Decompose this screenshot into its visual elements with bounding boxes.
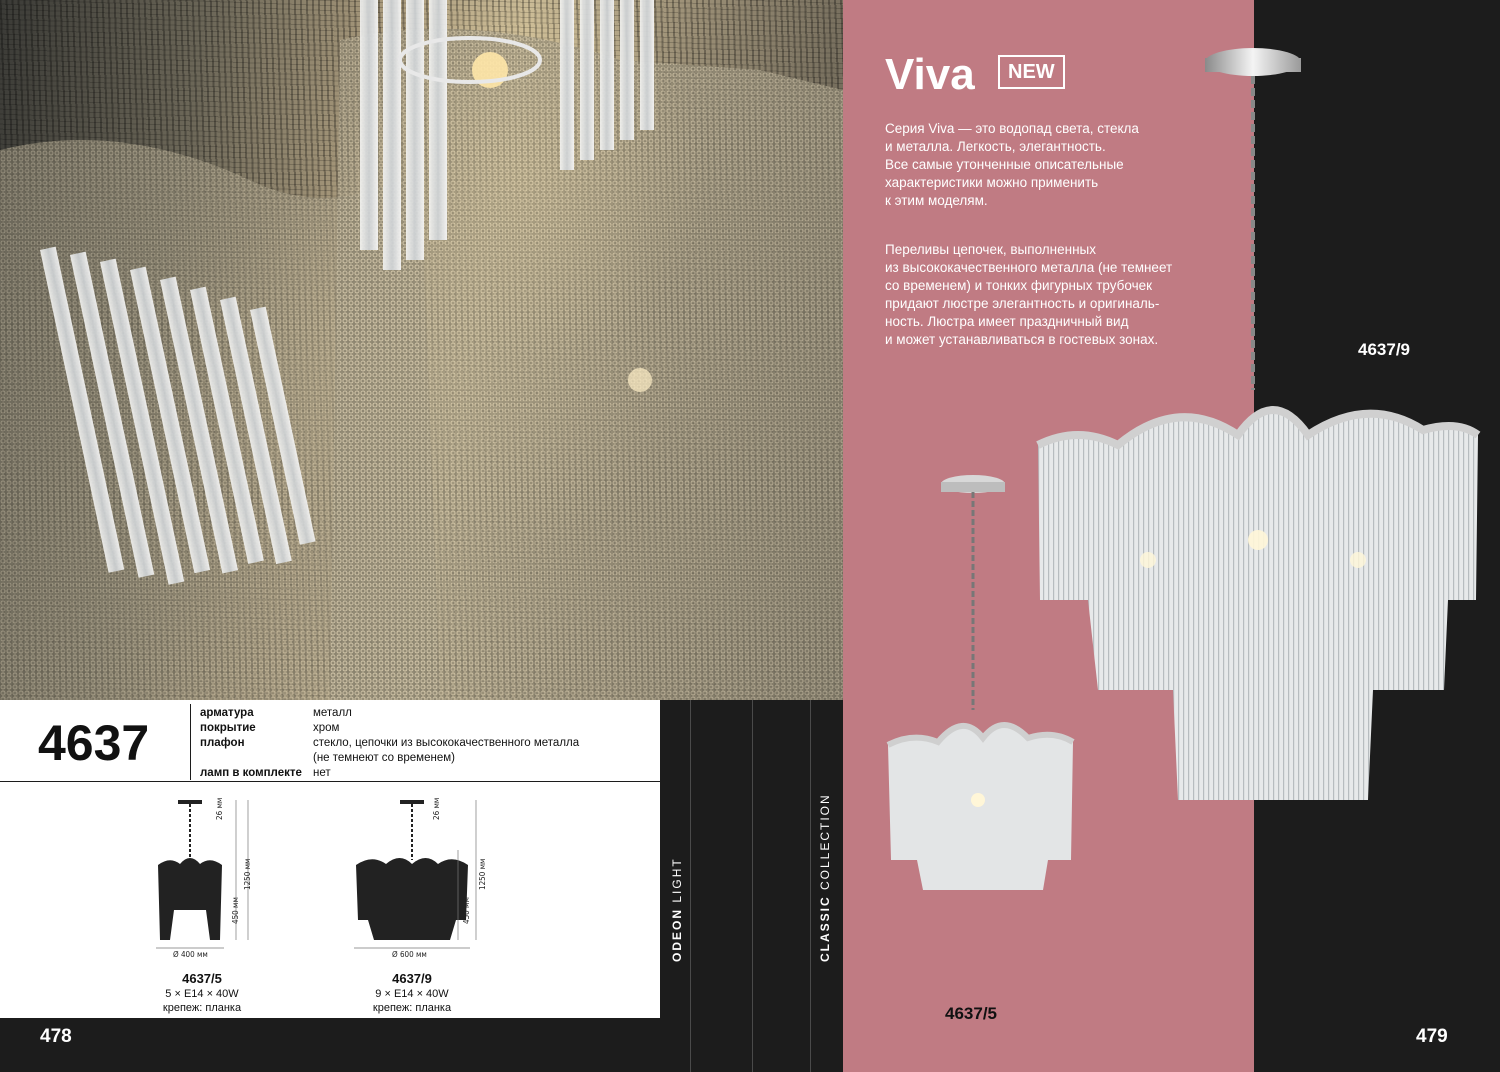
desc-line: Серия Viva — это водопад света, стекла bbox=[885, 121, 1139, 136]
page-number-right: 479 bbox=[1416, 1026, 1448, 1047]
spec-key: арматура bbox=[200, 707, 254, 719]
desc-line: ность. Люстра имеет праздничный вид bbox=[885, 314, 1129, 329]
spec-value: хром bbox=[313, 722, 340, 734]
collection-title: Viva bbox=[885, 50, 975, 99]
spec-value: нет bbox=[313, 767, 331, 779]
dim-width-2: Ø 600 мм bbox=[392, 950, 427, 959]
spec-value: (не темнеют со временем) bbox=[313, 752, 455, 764]
spec-table bbox=[200, 706, 613, 781]
spec-panel bbox=[0, 700, 660, 1018]
dim-height-1: 450 мм bbox=[231, 897, 240, 924]
variant-title: 4637/5 bbox=[182, 971, 222, 986]
chandelier-small-icon bbox=[883, 470, 1083, 900]
spec-header bbox=[0, 700, 660, 782]
collection-bold: CLASSIC bbox=[818, 895, 832, 962]
spec-key: покрытие bbox=[200, 722, 256, 734]
dim-total-2: 1250 мм bbox=[478, 858, 487, 890]
brand-bold: ODEON bbox=[670, 907, 684, 962]
spec-row bbox=[200, 721, 613, 736]
desc-line: и металла. Легкость, элегантность. bbox=[885, 139, 1106, 154]
brand-vertical-label bbox=[670, 857, 684, 962]
spec-row bbox=[200, 736, 613, 751]
drawing-4637-9 bbox=[350, 790, 490, 960]
variant-caption-4637-5 bbox=[122, 970, 282, 1015]
variant-lamps: 9 × E14 × 40W bbox=[375, 988, 449, 1000]
side-stripes bbox=[660, 700, 843, 1072]
drawing-4637-5 bbox=[140, 790, 270, 960]
spec-key: плафон bbox=[200, 737, 245, 749]
desc-line: к этим моделям. bbox=[885, 193, 988, 208]
variant-lamps: 5 × E14 × 40W bbox=[165, 988, 239, 1000]
dim-top-2: 26 мм bbox=[432, 797, 441, 820]
model-number: 4637 bbox=[38, 715, 150, 771]
desc-line: Все самые утонченные описательные bbox=[885, 157, 1124, 172]
spec-row bbox=[200, 751, 613, 766]
variant-mount: крепеж: планка bbox=[372, 1002, 452, 1014]
new-badge: NEW bbox=[998, 55, 1065, 89]
variant-title: 4637/9 bbox=[392, 971, 432, 986]
desc-line: со временем) и тонких фигурных трубочек bbox=[885, 278, 1153, 293]
hero-chandelier-photo bbox=[0, 0, 843, 700]
dim-top-1: 26 мм bbox=[215, 797, 224, 820]
spec-divider bbox=[190, 704, 191, 780]
spec-value: стекло, цепочки из высококачественного металла bbox=[313, 737, 580, 749]
right-page bbox=[843, 0, 1500, 1072]
dim-total-1: 1250 мм bbox=[243, 858, 252, 890]
desc-line: и может устанавливаться в гостевых зонах. bbox=[885, 332, 1159, 347]
page-number-left: 478 bbox=[40, 1026, 72, 1047]
dim-width-1: Ø 400 мм bbox=[173, 950, 208, 959]
spec-row bbox=[200, 706, 613, 721]
spec-value: металл bbox=[313, 707, 352, 719]
brand-light: LIGHT bbox=[670, 857, 684, 908]
chandelier-closeup-illustration bbox=[0, 0, 843, 700]
label-4637-5: 4637/5 bbox=[945, 1004, 997, 1023]
desc-line: из высококачественного металла (не темнеет bbox=[885, 260, 1173, 275]
desc-line: придают люстре элегантность и оригиналь- bbox=[885, 296, 1160, 311]
variant-caption-4637-9 bbox=[332, 970, 492, 1015]
label-4637-9: 4637/9 bbox=[1358, 340, 1410, 359]
desc-line: Переливы цепочек, выполненных bbox=[885, 242, 1096, 257]
collection-vertical-label bbox=[818, 793, 832, 962]
stripe-divider bbox=[752, 700, 753, 1072]
dim-height-2: 450 мм bbox=[462, 897, 471, 924]
spec-key: ламп в комплекте bbox=[200, 767, 302, 779]
spec-row bbox=[200, 766, 613, 781]
desc-line: характеристики можно применить bbox=[885, 175, 1099, 190]
collection-light: COLLECTION bbox=[818, 793, 832, 896]
stripe-divider bbox=[690, 700, 691, 1072]
chandelier-drawing-icon bbox=[350, 790, 490, 960]
chandelier-large-icon bbox=[1028, 40, 1483, 810]
variant-mount: крепеж: планка bbox=[162, 1002, 242, 1014]
stripe-divider bbox=[810, 700, 811, 1072]
spec-key bbox=[200, 751, 313, 766]
